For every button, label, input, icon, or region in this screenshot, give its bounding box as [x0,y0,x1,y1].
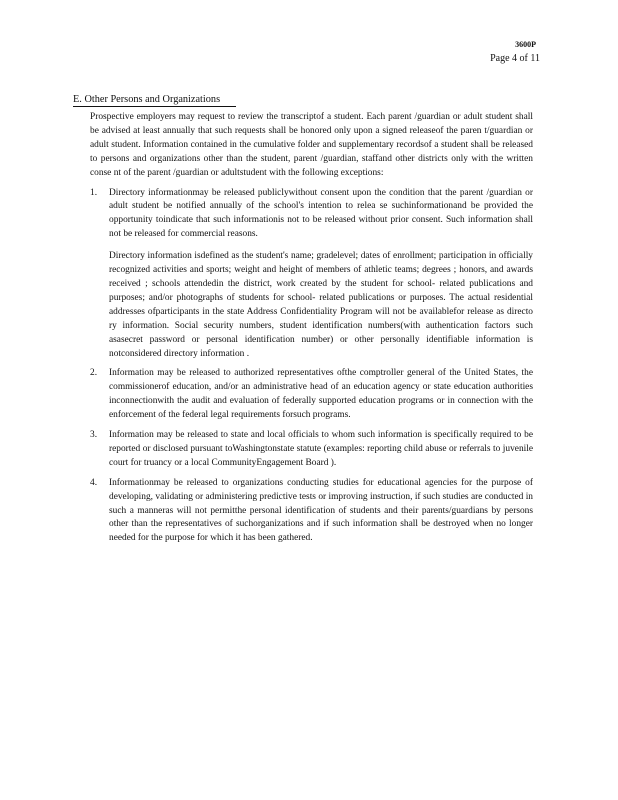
exceptions-list [90,187,533,547]
list-item-text: Directory informationmay be released publiclywithout consent upon the condition that the parent /guardian or adult student be notified annually of the school's intention to relea se suchinformationand be provided the opportunity toindicate that such informationis not to be released without prior consent. Such information shall not be released for commercial reasons. [109,187,533,240]
list-item [90,187,533,362]
list-item [90,429,533,471]
list-item-text: Information may be released to authorized representatives ofthe comptroller general of the United States, the commissionerof education, and/or an administrative head of an education agency or state education authorities inconnectionwith the audit and evaluation of federally supported education programs or in connection with the enforcement of the federal legal requirements forsuch programs. [109,368,533,421]
intro-paragraph: Prospective employers may request to review the transcriptof a student. Each parent /guardian or adult student shall be advised at least annually that such requests shall be honored only upon a signed releaseof the paren t/guardian or adult student. Information contained in the cumulative folder and supplementary recordsof a student shall be released to persons and organizations other than the student, parent /guardian, staffand other districts only with the written conse nt of the parent /guardian or adultstudent with the following exceptions: [90,112,533,178]
list-item-number: 1. [90,187,98,198]
list-item-number: 4. [90,477,98,488]
section-title: E. Other Persons and Organizations [73,93,236,107]
list-item [90,477,533,547]
policy-number: 3600P [515,40,536,49]
list-item-text: Informationmay be released to organizations conducting studies for educational agencies for the purpose of developing, validating or administering predictive tests or improving instruction, if such studies are conducted in such a manneras will not permitthe personal identification of students and their parents/guardians by persons other than the representatives of suchorganizations and if such information shall be destroyed when no longer needed for the purpose for which it has been gathered. [109,477,533,544]
page-number: Page 4 of 11 [490,53,540,64]
list-item [90,367,533,423]
list-item-text: Information may be released to state and local officials to whom such information is specifically required to be reported or disclosed pursuant toWashingtonstate statute (examples: reporting child abuse or referrals to juvenile court for truancy or a local CommunityEngagement Board ). [109,430,533,468]
directory-info-definition: Directory information isdefined as the student's name; gradelevel; dates of enrollment; participation in officially recognized activities and sports; weight and height of members of athletic teams; degrees ; honors, and awards received ; schools attendedin the district, work created by the student for school- related publications and purposes; and/or photographs of students for school- related publications or purposes. The actual residential addresses ofparticipants in the state Address Confidentiality Program will not be availablefor release as directo ry information. Social security numbers, student identification numbers(with authentication factors such asasecret password or personal identification number) or other personally identifiable information is notconsidered directory information . [109,251,533,359]
list-item-number: 3. [90,430,98,441]
list-item-number: 2. [90,368,98,379]
section-body [90,111,533,552]
